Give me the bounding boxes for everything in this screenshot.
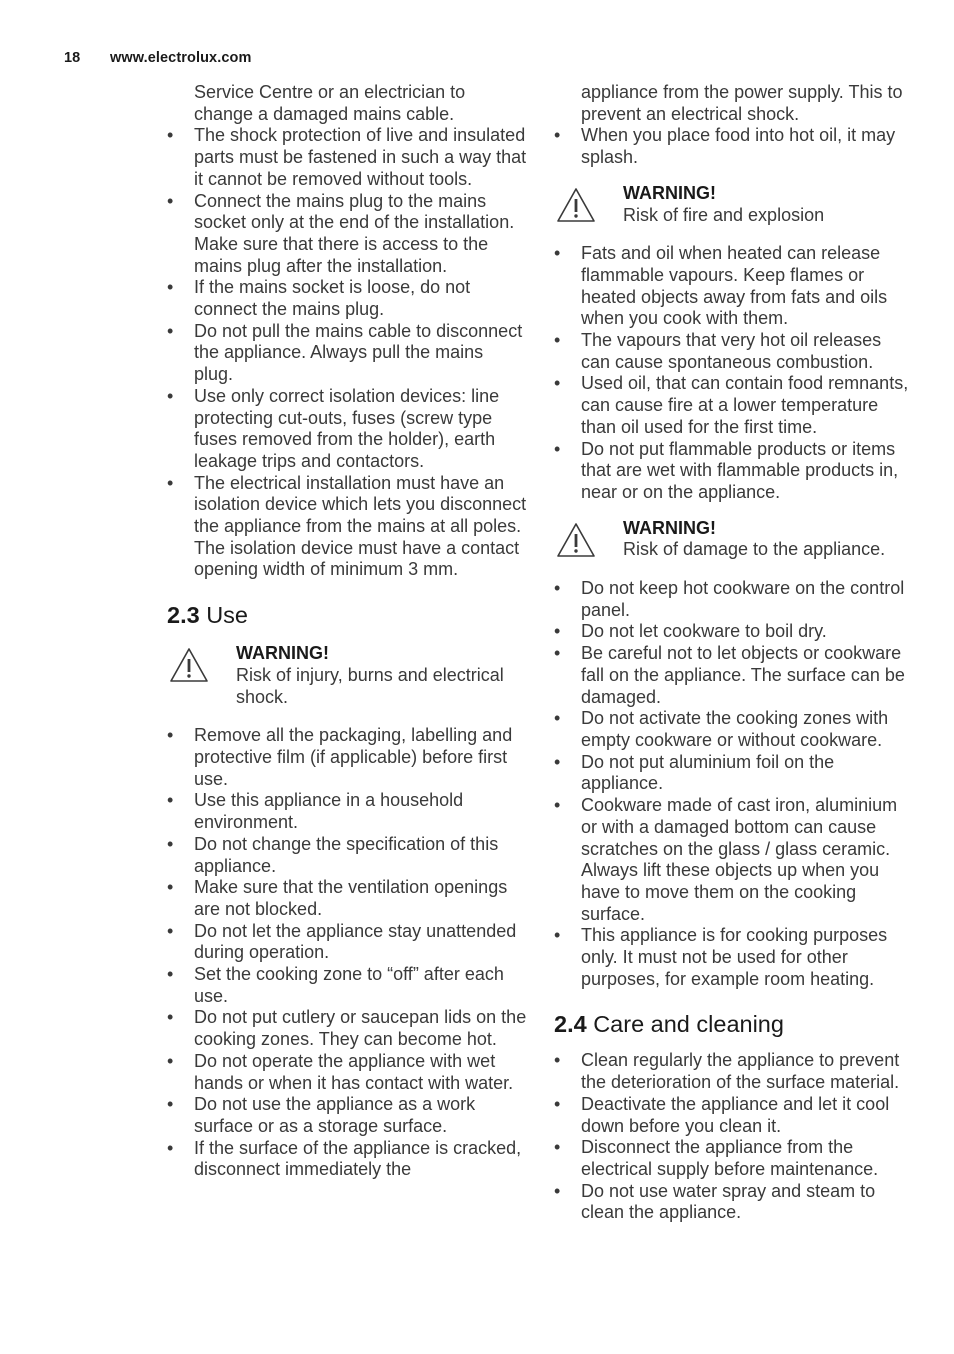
list-item: • Do not use the appliance as a work surface or as a storage surface. <box>167 1094 527 1137</box>
list-item: • Do not let the appliance stay unattended during operation. <box>167 921 527 964</box>
list-item: • Deactivate the appliance and let it cool down before you clean it. <box>554 1094 914 1137</box>
section-title: Use <box>206 602 248 629</box>
warning-title: WARNING! <box>623 517 716 538</box>
continuation-text: appliance from the power supply. This to prevent an electrical shock. <box>581 82 903 124</box>
list-item: • Be careful not to let objects or cookware fall on the appliance. The surface can be damaged. <box>554 643 914 708</box>
bullet-list-safety <box>167 125 527 581</box>
section-heading-use <box>167 601 527 629</box>
website-url: www.electrolux.com <box>110 50 252 66</box>
list-item: • The electrical installation must have an isolation device which lets you disconnect the appliance from the mains at all poles. The isolation device must have a contact opening width of minimum 3 mm. <box>167 473 527 582</box>
list-item: • The vapours that very hot oil releases can cause spontaneous combustion. <box>554 330 914 373</box>
list-item: • This appliance is for cooking purposes only. It must not be used for other purposes, for example room heating. <box>554 925 914 990</box>
warning-text: Risk of injury, burns and electrical shock. <box>236 664 504 707</box>
section-number: 2.4 <box>554 1011 587 1038</box>
list-item: • Remove all the packaging, labelling and protective film (if applicable) before first use. <box>167 725 527 790</box>
section-title: Care and cleaning <box>593 1011 784 1038</box>
bullet-list-damage <box>554 578 914 990</box>
list-item: • Do not operate the appliance with wet hands or when it has contact with water. <box>167 1051 527 1094</box>
list-item: • Do not let cookware to boil dry. <box>554 621 914 643</box>
continuation-text: Service Centre or an electrician to change a damaged mains cable. <box>194 82 466 124</box>
list-item: • Used oil, that can contain food remnants, can cause fire at a lower temperature than oil used for the first time. <box>554 373 914 438</box>
list-item: • Use this appliance in a household environment. <box>167 790 527 833</box>
warning-triangle-icon <box>556 187 596 223</box>
list-item: • Do not put cutlery or saucepan lids on the cooking zones. They can become hot. <box>167 1007 527 1050</box>
list-item: • Do not pull the mains cable to disconnect the appliance. Always pull the mains plug. <box>167 321 527 386</box>
list-item: • Use only correct isolation devices: line protecting cut-outs, fuses (screw type fuses removed from the holder), earth leakage trips and contactors. <box>167 386 527 473</box>
section-heading-care <box>554 1010 914 1038</box>
warning-text: Risk of damage to the appliance. <box>623 539 886 560</box>
list-item: • Do not use water spray and steam to clean the appliance. <box>554 1181 914 1224</box>
left-column <box>167 82 527 1181</box>
warning-box-damage <box>554 518 914 561</box>
warning-triangle-icon <box>169 647 209 683</box>
page-header <box>64 50 251 66</box>
list-item: • Do not keep hot cookware on the control panel. <box>554 578 914 621</box>
list-item: • Make sure that the ventilation openings are not blocked. <box>167 877 527 920</box>
section-number: 2.3 <box>167 602 200 629</box>
list-item: • Do not activate the cooking zones with empty cookware or without cookware. <box>554 708 914 751</box>
warning-triangle-icon <box>556 522 596 558</box>
page-number: 18 <box>64 50 81 66</box>
warning-box-fire <box>554 183 914 226</box>
warning-text: Risk of fire and explosion <box>623 204 825 225</box>
bullet-list-cleaning <box>554 1050 914 1224</box>
list-item: • Do not change the specification of this appliance. <box>167 834 527 877</box>
list-item: • Fats and oil when heated can release flammable vapours. Keep flames or heated objects away from fats and oils when you cook with them. <box>554 243 914 330</box>
bullet-list-fire <box>554 243 914 503</box>
list-item: • Set the cooking zone to “off” after each use. <box>167 964 527 1007</box>
list-item: • When you place food into hot oil, it may splash. <box>554 125 914 168</box>
bullet-list-use <box>167 725 527 1181</box>
warning-box <box>167 643 527 708</box>
list-item: • If the surface of the appliance is cracked, disconnect immediately the <box>167 1138 527 1181</box>
list-item: • Do not put flammable products or items that are wet with flammable products in, near or on the appliance. <box>554 439 914 504</box>
right-column <box>554 82 914 1224</box>
list-item: • Clean regularly the appliance to prevent the deterioration of the surface material. <box>554 1050 914 1093</box>
list-item: • Do not put aluminium foil on the appliance. <box>554 752 914 795</box>
list-item: • Connect the mains plug to the mains socket only at the end of the installation. Make sure that there is access to the mains plug after the installation. <box>167 191 527 278</box>
warning-title: WARNING! <box>623 182 716 203</box>
list-item: • If the mains socket is loose, do not connect the mains plug. <box>167 277 527 320</box>
bullet-list-oil <box>554 125 914 168</box>
warning-title: WARNING! <box>236 643 329 664</box>
list-item: • Disconnect the appliance from the electrical supply before maintenance. <box>554 1137 914 1180</box>
list-item: • The shock protection of live and insulated parts must be fastened in such a way that it cannot be removed without tools. <box>167 125 527 190</box>
list-item: • Cookware made of cast iron, aluminium or with a damaged bottom can cause scratches on the glass / glass ceramic. Always lift these objects up when you have to move them on the cooking surface. <box>554 795 914 925</box>
